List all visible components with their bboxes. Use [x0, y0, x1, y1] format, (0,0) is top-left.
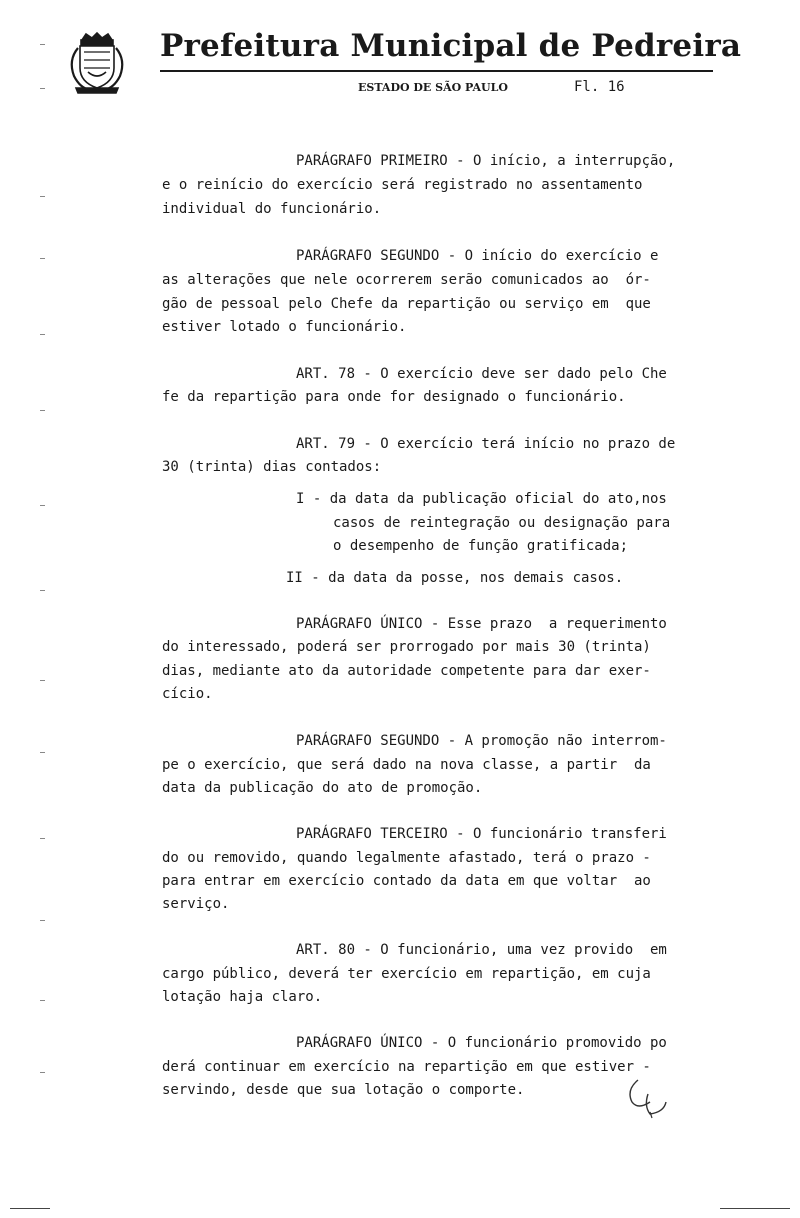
scan-mark [40, 838, 45, 839]
text-line: ART. 80 - O funcionário, uma vez provido em [296, 942, 667, 958]
text-line: gão de pessoal pelo Chefe da repartição ou serviço em que [162, 296, 651, 312]
text-line: derá continuar em exercício na repartição em que estiver - [162, 1059, 651, 1075]
text-line: 30 (trinta) dias contados: [162, 459, 382, 475]
text-line: do interessado, poderá ser prorrogado por mais 30 (trinta) [162, 639, 651, 655]
text-line: lotação haja claro. [162, 989, 323, 1005]
scan-mark [40, 505, 45, 506]
scan-mark [40, 44, 45, 45]
scan-mark [40, 920, 45, 921]
scan-mark [40, 196, 45, 197]
text-line: PARÁGRAFO SEGUNDO - A promoção não interrom- [296, 733, 667, 749]
text-line: dias, mediante ato da autoridade competente para dar exer- [162, 663, 651, 679]
text-line: serviço. [162, 896, 230, 912]
scan-mark [40, 1072, 45, 1073]
text-line: PARÁGRAFO ÚNICO - O funcionário promovido po [296, 1035, 667, 1051]
text-line: II - da data da posse, nos demais casos. [286, 570, 624, 586]
text-line: fe da repartição para onde for designado o funcionário. [162, 389, 626, 405]
scan-mark [40, 88, 45, 89]
handwritten-initials [620, 1072, 690, 1122]
text-line: PARÁGRAFO ÚNICO - Esse prazo a requerimento [296, 616, 667, 632]
page-title: Prefeitura Municipal de Pedreira [160, 28, 742, 64]
scan-mark [40, 590, 45, 591]
text-line: ART. 78 - O exercício deve ser dado pelo Che [296, 366, 667, 382]
scan-mark [40, 1000, 45, 1001]
text-line: as alterações que nele ocorrerem serão comunicados ao ór- [162, 272, 651, 288]
scan-mark [40, 680, 45, 681]
text-line: servindo, desde que sua lotação o comporte. [162, 1082, 525, 1098]
folio-number: Fl. 16 [574, 79, 625, 95]
text-line: cargo público, deverá ter exercício em repartição, em cuja [162, 966, 651, 982]
text-line: individual do funcionário. [162, 201, 382, 217]
scan-mark [40, 752, 45, 753]
text-line: para entrar em exercício contado da data em que voltar ao [162, 873, 651, 889]
text-line: ART. 79 - O exercício terá início no prazo de [296, 436, 676, 452]
text-line: pe o exercício, que será dado na nova classe, a partir da [162, 757, 651, 773]
header-rule [160, 70, 713, 72]
text-line: cício. [162, 686, 213, 702]
scan-mark [40, 258, 45, 259]
text-line: data da publicação do ato de promoção. [162, 780, 483, 796]
text-line: do ou removido, quando legalmente afastado, terá o prazo - [162, 850, 651, 866]
scan-bottom-edge [10, 1208, 50, 1209]
municipal-crest-icon [66, 30, 128, 94]
state-subtitle: ESTADO DE SÃO PAULO [358, 81, 508, 94]
text-line: PARÁGRAFO PRIMEIRO - O início, a interrupção, [296, 153, 676, 169]
text-line: PARÁGRAFO TERCEIRO - O funcionário transferi [296, 826, 667, 842]
text-line: e o reinício do exercício será registrado no assentamento [162, 177, 643, 193]
text-line: casos de reintegração ou designação para [333, 515, 671, 531]
scan-bottom-edge [720, 1208, 790, 1209]
text-line: I - da data da publicação oficial do ato,nos [296, 491, 667, 507]
text-line: o desempenho de função gratificada; [333, 538, 629, 554]
text-line: PARÁGRAFO SEGUNDO - O início do exercício e [296, 248, 659, 264]
text-line: estiver lotado o funcionário. [162, 319, 407, 335]
scan-mark [40, 334, 45, 335]
scan-mark [40, 410, 45, 411]
